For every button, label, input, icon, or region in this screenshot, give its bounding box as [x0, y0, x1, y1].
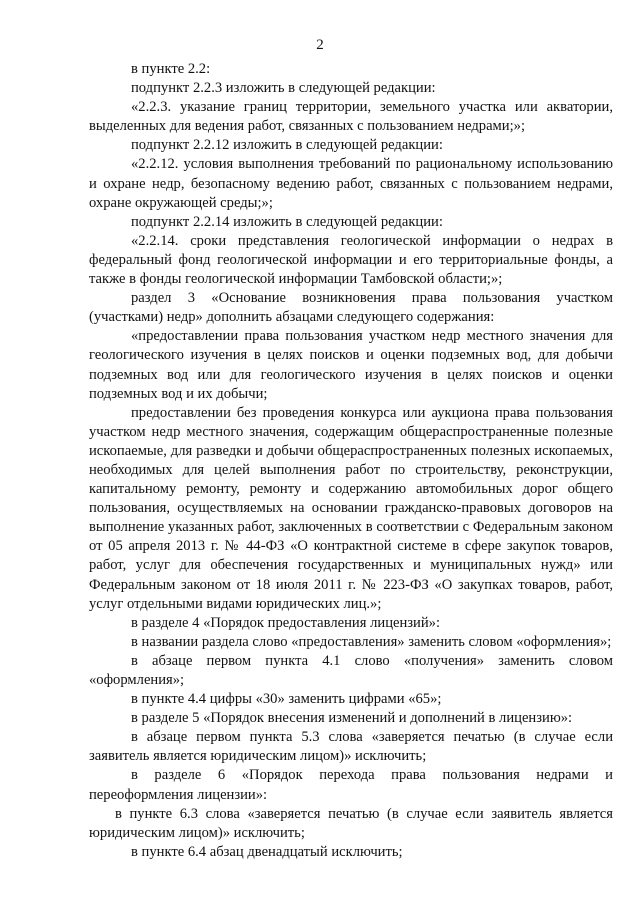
paragraph: в абзаце первом пункта 4.1 слово «получения» заменить словом «оформления»; [89, 652, 613, 688]
paragraph: в абзаце первом пункта 5.3 слова «заверяется печатью (в случае если заявитель является юридическим лицом)» исключить; [89, 729, 613, 765]
paragraph: в пункте 2.2: [131, 61, 211, 77]
paragraph: подпункт 2.2.14 изложить в следующей редакции: [131, 213, 443, 230]
paragraph: «2.2.14. сроки представления геологической информации о недрах в федеральный фонд геологической информации и его территориальные фонды, а также в фонды геологической информации Тамбовской области;»; [89, 232, 613, 288]
paragraph: в разделе 4 «Порядок предоставления лицензий»: [131, 614, 441, 631]
paragraph: в пункте 6.3 слова «заверяется печатью (в случае если заявитель является юридическим лицом)» исключить; [89, 805, 613, 841]
page-number: 2 [316, 37, 324, 53]
document-body [89, 60, 613, 862]
paragraph: в разделе 6 «Порядок перехода права пользования недрами и переоформления лицензии»: [89, 767, 613, 803]
paragraph: в названии раздела слово «предоставления» заменить словом «оформления»; [131, 633, 612, 650]
paragraph: «2.2.3. указание границ территории, земельного участка или акватории, выделенных для ведения работ, связанных с пользованием недрами;»; [89, 99, 613, 135]
paragraph: «предоставлении права пользования участком недр местного значения для геологического изучения в целях поисков и оценки подземных вод, для добычи подземных вод или для геологического изучения в целях поисков и оценки подземных вод и их добычи; [89, 328, 613, 402]
paragraph: подпункт 2.2.12 изложить в следующей редакции: [131, 137, 443, 154]
paragraph: в разделе 5 «Порядок внесения изменений и дополнений в лицензию»: [131, 710, 573, 727]
paragraph: раздел 3 «Основание возникновения права пользования участком (участками) недр» дополнить абзацами следующего содержания: [89, 290, 613, 326]
paragraph: «2.2.12. условия выполнения требований по рациональному использованию и охране недр, безопасному ведению работ, связанных с пользованием недрами, охране окружающей среды;»; [89, 156, 613, 211]
paragraph: предоставлении без проведения конкурса или аукциона права пользования участком недр местного значения, содержащим общераспространенные полезные ископаемые, для разведки и добычи общераспространенных полезных ископаемых, необходимых для целей выполнения работ по строительству, реконструкции, капитальному ремонту, ремонту и содержанию автомобильных дорог общего пользования, осуществляемых на основании гражданско-правовых договоров на выполнение указанных работ, заключенных в соответствии с Федеральным законом от 05 апреля 2013 г. № 44-ФЗ «О контрактной системе в сфере закупок товаров, работ, услуг для обеспечения государственных и муниципальных нужд» или Федеральным законом от 18 июля 2011 г. № 223-ФЗ «О закупках товаров, работ, услуг отдельными видами юридических лиц.»; [89, 404, 613, 612]
paragraph: в пункте 6.4 абзац двенадцатый исключить; [131, 843, 403, 860]
paragraph: подпункт 2.2.3 изложить в следующей редакции: [131, 80, 436, 97]
paragraph: в пункте 4.4 цифры «30» заменить цифрами «65»; [131, 691, 442, 708]
